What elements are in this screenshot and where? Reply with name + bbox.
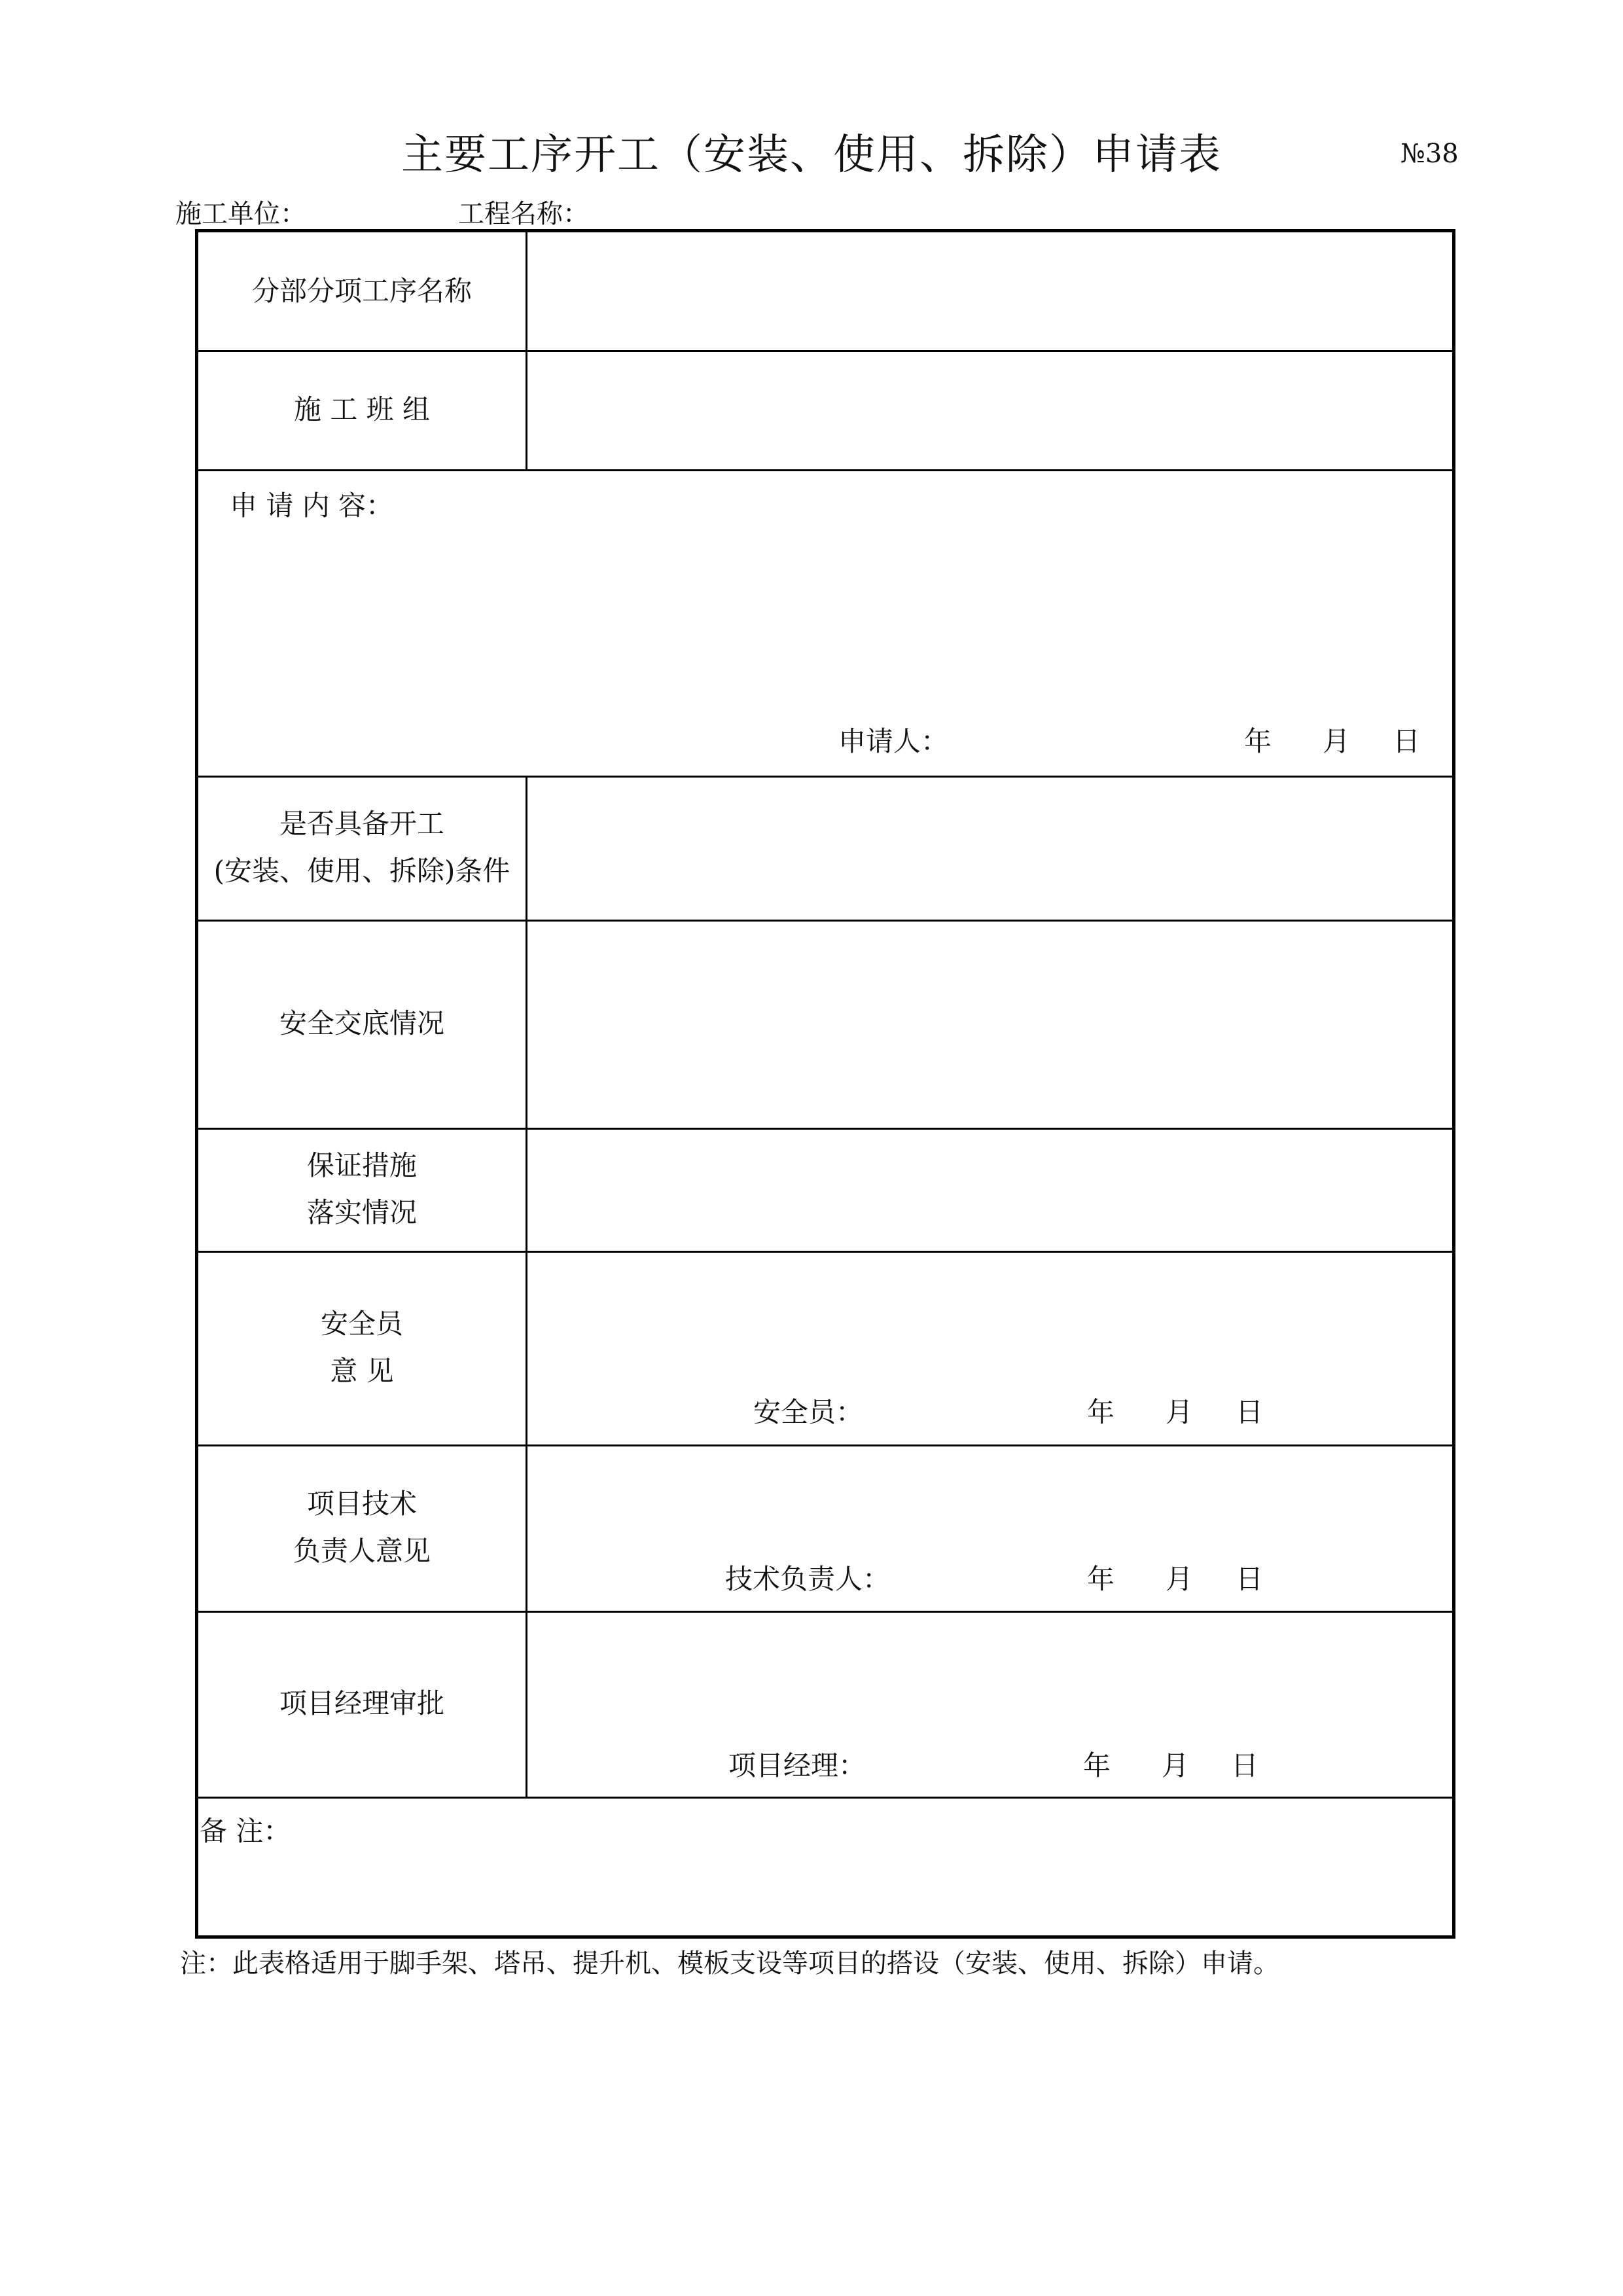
measures-label: 保证措施 落实情况 — [306, 1149, 417, 1229]
applicant-date-year: 年 — [1244, 725, 1272, 757]
manager-date-day: 日 — [1231, 1749, 1259, 1782]
tech-lead-label: 项目技术 负责人意见 — [293, 1488, 431, 1567]
project-name-label: 工程名称： — [458, 199, 589, 229]
safety-officer-sign-label: 安全员： — [753, 1396, 864, 1428]
team-label: 施 工 班 组 — [293, 393, 431, 425]
footnote: 注：此表格适用于脚手架、塔吊、提升机、模板支设等项目的搭设（安装、使用、拆除）申请。 — [180, 1948, 1279, 1979]
construction-unit-label: 施工单位： — [175, 199, 306, 229]
tech-lead-date-month: 月 — [1166, 1563, 1194, 1595]
document-number: №38 — [1400, 139, 1459, 169]
row-divider — [198, 1797, 1452, 1799]
applicant-date-day: 日 — [1393, 725, 1421, 757]
tech-lead-date-year: 年 — [1087, 1563, 1115, 1595]
manager-approval-label: 项目经理审批 — [279, 1687, 444, 1719]
applicant-date-month: 月 — [1323, 725, 1351, 757]
application-form-table — [195, 229, 1455, 1939]
safety-briefing-label: 安全交底情况 — [279, 1007, 444, 1039]
manager-date-month: 月 — [1162, 1749, 1190, 1782]
safety-officer-date-month: 月 — [1166, 1396, 1194, 1428]
tech-lead-date-day: 日 — [1236, 1563, 1264, 1595]
conditions-label: 是否具备开工 (安装、使用、拆除)条件 — [213, 808, 510, 887]
manager-sign-label: 项目经理： — [728, 1749, 866, 1782]
subitem-name-label: 分部分项工序名称 — [251, 275, 472, 307]
row-divider — [198, 469, 1452, 471]
remarks-label: 备 注： — [200, 1815, 291, 1847]
safety-officer-date-day: 日 — [1236, 1396, 1264, 1428]
safety-officer-date-year: 年 — [1087, 1396, 1115, 1428]
safety-officer-label: 安全员 意 见 — [320, 1308, 403, 1387]
manager-date-year: 年 — [1083, 1749, 1111, 1782]
application-content-label: 申 请 内 容： — [230, 490, 394, 522]
page-title: 主要工序开工（安装、使用、拆除）申请表 — [401, 131, 1222, 179]
tech-lead-sign-label: 技术负责人： — [725, 1563, 891, 1595]
column-divider — [526, 776, 527, 1797]
column-divider — [526, 232, 527, 469]
applicant-sign-label: 申请人： — [838, 725, 949, 757]
